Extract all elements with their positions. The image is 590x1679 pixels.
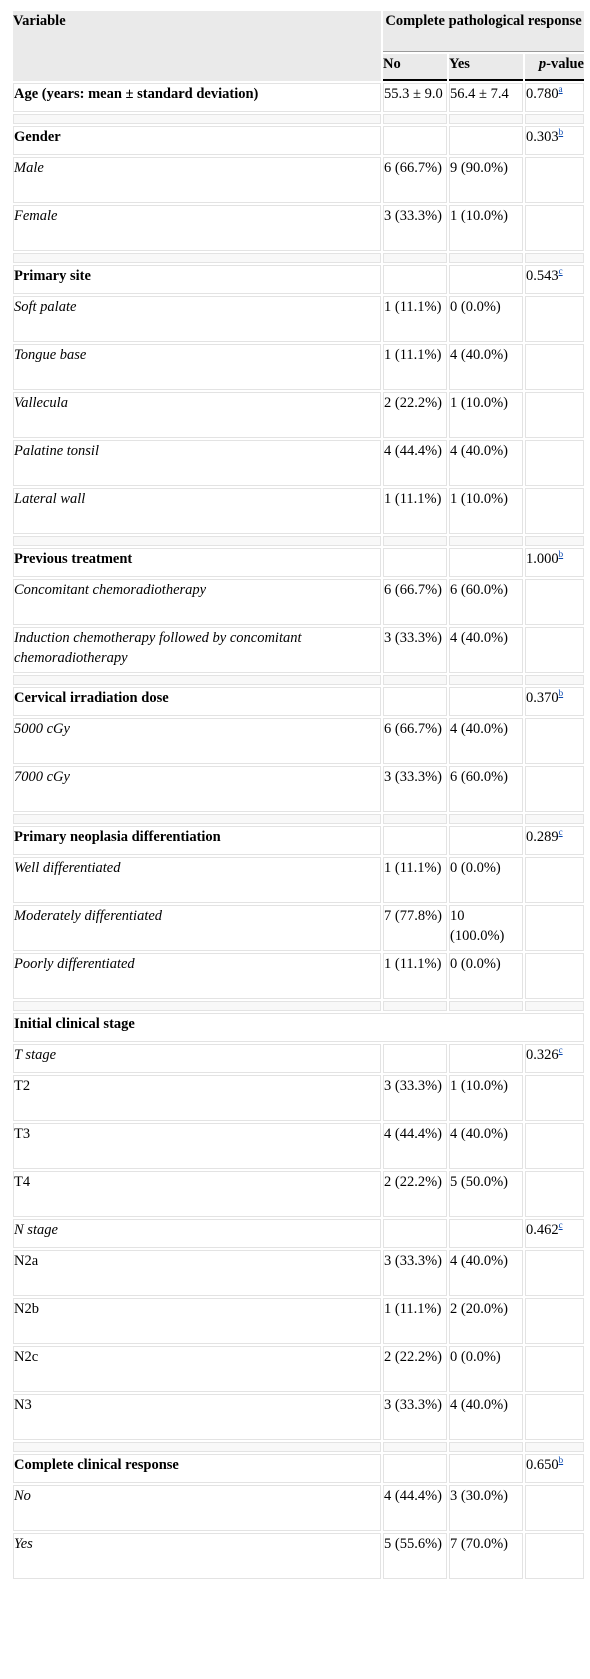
cell-p-value (525, 157, 584, 203)
separator-cell (383, 253, 447, 263)
table-row (13, 766, 584, 812)
results-table (11, 9, 586, 1581)
separator-cell (449, 1001, 523, 1011)
separator-cell (449, 114, 523, 124)
row-label: N3 (13, 1394, 381, 1440)
table-row (13, 953, 584, 999)
row-label: Induction chemotherapy followed by concomitant chemoradiotherapy (13, 627, 381, 673)
separator-cell (13, 675, 381, 685)
cell-yes (449, 126, 523, 155)
separator-cell (13, 1001, 381, 1011)
table-row (13, 627, 584, 673)
cell-no: 6 (66.7%) (383, 718, 447, 764)
cell-no (383, 548, 447, 577)
separator-cell (383, 814, 447, 824)
cell-no (383, 1454, 447, 1483)
cell-p-value (525, 344, 584, 390)
table-row (13, 1044, 584, 1073)
p-value-text: 0.543 (526, 268, 559, 284)
footnote-link[interactable]: a (558, 84, 563, 95)
table-row (13, 1013, 584, 1042)
cell-no: 7 (77.8%) (383, 905, 447, 951)
footnote-link[interactable]: b (558, 1455, 564, 1466)
p-value-text: 0.650 (526, 1457, 559, 1473)
table-row (13, 718, 584, 764)
cell-p-value (525, 392, 584, 438)
table-row (13, 488, 584, 534)
footnote-mark (559, 1045, 563, 1055)
cell-no: 3 (33.3%) (383, 627, 447, 673)
p-value-text: 0.303 (526, 129, 559, 145)
separator-cell (13, 536, 381, 546)
row-label: Previous treatment (13, 548, 381, 577)
row-label: Moderately differentiated (13, 905, 381, 951)
table-row (13, 1250, 584, 1296)
footnote-link[interactable]: c (558, 827, 563, 838)
footnote-mark (559, 84, 563, 94)
cell-p-value (525, 1250, 584, 1296)
footnote-mark (559, 688, 564, 698)
cell-yes (449, 265, 523, 294)
row-label: No (13, 1485, 381, 1531)
cell-no: 2 (22.2%) (383, 1346, 447, 1392)
table-row (13, 1485, 584, 1531)
row-label: Gender (13, 126, 381, 155)
table-row (13, 905, 584, 951)
cell-p-value (525, 1533, 584, 1579)
table-row (13, 83, 584, 112)
cell-no: 2 (22.2%) (383, 392, 447, 438)
cell-p-value (525, 205, 584, 251)
separator-cell (449, 675, 523, 685)
separator-cell (449, 536, 523, 546)
table-row (13, 1454, 584, 1483)
separator-cell (525, 814, 584, 824)
cell-p-value (525, 1044, 584, 1073)
row-separator (13, 253, 584, 263)
cell-yes: 6 (60.0%) (449, 766, 523, 812)
row-label: T3 (13, 1123, 381, 1169)
cell-no: 3 (33.3%) (383, 1394, 447, 1440)
cell-no: 1 (11.1%) (383, 488, 447, 534)
cell-p-value (525, 1123, 584, 1169)
row-label: N stage (13, 1219, 381, 1248)
p-value-text: 0.326 (526, 1047, 559, 1063)
cell-no: 3 (33.3%) (383, 205, 447, 251)
footnote-link[interactable]: b (558, 549, 564, 560)
footnote-link[interactable]: b (558, 688, 564, 699)
cell-yes (449, 1219, 523, 1248)
footnote-mark (559, 266, 563, 276)
separator-cell (525, 1442, 584, 1452)
separator-cell (449, 1442, 523, 1452)
cell-yes: 5 (50.0%) (449, 1171, 523, 1217)
header-p-value (525, 54, 584, 81)
cell-no: 3 (33.3%) (383, 1250, 447, 1296)
cell-yes (449, 1454, 523, 1483)
header-yes: Yes (449, 54, 523, 81)
row-separator (13, 814, 584, 824)
cell-p-value (525, 1346, 584, 1392)
row-label: Well differentiated (13, 857, 381, 903)
cell-p-value (525, 1298, 584, 1344)
table-row (13, 157, 584, 203)
cell-p-value (525, 1454, 584, 1483)
cell-no (383, 687, 447, 716)
p-value-text: 1.000 (526, 551, 559, 567)
separator-cell (13, 1442, 381, 1452)
separator-cell (13, 114, 381, 124)
cell-yes: 0 (0.0%) (449, 1346, 523, 1392)
cell-p-value (525, 548, 584, 577)
row-label: N2a (13, 1250, 381, 1296)
separator-cell (13, 253, 381, 263)
row-label: Primary neoplasia differentiation (13, 826, 381, 855)
cell-no: 6 (66.7%) (383, 579, 447, 625)
table-row (13, 826, 584, 855)
table-row (13, 265, 584, 294)
row-label: Concomitant chemoradiotherapy (13, 579, 381, 625)
row-label: Tongue base (13, 344, 381, 390)
p-value-text: 0.289 (526, 829, 559, 845)
cell-p-value (525, 857, 584, 903)
row-separator (13, 536, 584, 546)
cell-p-value (525, 1485, 584, 1531)
row-label: Cervical irradiation dose (13, 687, 381, 716)
header-no: No (383, 54, 447, 81)
separator-cell (383, 536, 447, 546)
table-row (13, 1394, 584, 1440)
cell-yes: 0 (0.0%) (449, 953, 523, 999)
cell-yes: 4 (40.0%) (449, 344, 523, 390)
cell-no (383, 265, 447, 294)
separator-cell (13, 814, 381, 824)
cell-yes: 9 (90.0%) (449, 157, 523, 203)
cell-p-value (525, 766, 584, 812)
table-row (13, 392, 584, 438)
footnote-mark (559, 1455, 564, 1465)
row-label: Palatine tonsil (13, 440, 381, 486)
table-row (13, 579, 584, 625)
row-label: T4 (13, 1171, 381, 1217)
header-variable: Variable (13, 11, 381, 81)
separator-cell (525, 536, 584, 546)
cell-yes: 7 (70.0%) (449, 1533, 523, 1579)
footnote-link[interactable]: b (558, 127, 564, 138)
table-row (13, 548, 584, 577)
cell-no: 5 (55.6%) (383, 1533, 447, 1579)
footnote-mark (559, 827, 563, 837)
cell-no: 1 (11.1%) (383, 857, 447, 903)
cell-p-value (525, 579, 584, 625)
cell-p-value (525, 296, 584, 342)
cell-yes: 10 (100.0%) (449, 905, 523, 951)
cell-yes: 4 (40.0%) (449, 440, 523, 486)
cell-no: 1 (11.1%) (383, 296, 447, 342)
separator-cell (525, 253, 584, 263)
table-row (13, 857, 584, 903)
cell-p-value (525, 265, 584, 294)
header-p-rest: -value (546, 56, 584, 72)
table-row (13, 205, 584, 251)
row-label: N2b (13, 1298, 381, 1344)
cell-p-value (525, 826, 584, 855)
cell-no (383, 1044, 447, 1073)
row-separator (13, 1442, 584, 1452)
cell-yes: 3 (30.0%) (449, 1485, 523, 1531)
footnote-mark (559, 1220, 563, 1230)
cell-yes: 4 (40.0%) (449, 627, 523, 673)
table-row (13, 1123, 584, 1169)
row-separator (13, 675, 584, 685)
cell-yes: 56.4 ± 7.4 (449, 83, 523, 112)
p-value-text: 0.370 (526, 690, 559, 706)
cell-no (383, 126, 447, 155)
separator-cell (383, 1001, 447, 1011)
cell-p-value (525, 953, 584, 999)
cell-p-value (525, 126, 584, 155)
row-label: Lateral wall (13, 488, 381, 534)
table-row (13, 1533, 584, 1579)
cell-yes: 4 (40.0%) (449, 1123, 523, 1169)
cell-p-value (525, 440, 584, 486)
table-row (13, 1346, 584, 1392)
cell-no: 1 (11.1%) (383, 1298, 447, 1344)
row-label: 5000 cGy (13, 718, 381, 764)
table-row (13, 687, 584, 716)
cell-yes (449, 1044, 523, 1073)
table-row (13, 1219, 584, 1248)
cell-no: 3 (33.3%) (383, 766, 447, 812)
cell-p-value (525, 1219, 584, 1248)
cell-p-value (525, 1394, 584, 1440)
cell-no: 4 (44.4%) (383, 440, 447, 486)
separator-cell (383, 1442, 447, 1452)
row-label: Initial clinical stage (13, 1013, 584, 1042)
footnote-link[interactable]: c (558, 1045, 563, 1056)
cell-p-value (525, 83, 584, 112)
cell-yes (449, 826, 523, 855)
header-complete-pathological-response: Complete pathological response (383, 11, 584, 52)
cell-yes: 4 (40.0%) (449, 718, 523, 764)
row-label: Vallecula (13, 392, 381, 438)
table-row (13, 126, 584, 155)
row-label: Age (years: mean ± standard deviation) (13, 83, 381, 112)
cell-no: 6 (66.7%) (383, 157, 447, 203)
row-label: Soft palate (13, 296, 381, 342)
p-value-text: 0.462 (526, 1222, 559, 1238)
cell-yes: 6 (60.0%) (449, 579, 523, 625)
separator-cell (525, 1001, 584, 1011)
cell-yes: 0 (0.0%) (449, 296, 523, 342)
cell-yes: 2 (20.0%) (449, 1298, 523, 1344)
separator-cell (383, 675, 447, 685)
row-label: Female (13, 205, 381, 251)
cell-p-value (525, 905, 584, 951)
table-row (13, 440, 584, 486)
header-p-italic: p (538, 56, 547, 72)
cell-no: 1 (11.1%) (383, 953, 447, 999)
row-label: T2 (13, 1075, 381, 1121)
row-label: N2c (13, 1346, 381, 1392)
cell-yes: 0 (0.0%) (449, 857, 523, 903)
cell-yes: 1 (10.0%) (449, 488, 523, 534)
cell-no: 55.3 ± 9.0 (383, 83, 447, 112)
footnote-link[interactable]: c (558, 1220, 563, 1231)
cell-yes: 1 (10.0%) (449, 1075, 523, 1121)
row-label: 7000 cGy (13, 766, 381, 812)
separator-cell (383, 114, 447, 124)
separator-cell (525, 114, 584, 124)
cell-no: 4 (44.4%) (383, 1123, 447, 1169)
table-row (13, 344, 584, 390)
cell-yes: 1 (10.0%) (449, 205, 523, 251)
table-row (13, 1075, 584, 1121)
footnote-mark (559, 127, 564, 137)
footnote-mark (559, 549, 564, 559)
p-value-text: 0.780 (526, 86, 559, 102)
row-label: Complete clinical response (13, 1454, 381, 1483)
cell-no (383, 826, 447, 855)
cell-no (383, 1219, 447, 1248)
cell-p-value (525, 1171, 584, 1217)
cell-no: 2 (22.2%) (383, 1171, 447, 1217)
row-label: Poorly differentiated (13, 953, 381, 999)
separator-cell (449, 253, 523, 263)
separator-cell (525, 675, 584, 685)
cell-no: 3 (33.3%) (383, 1075, 447, 1121)
row-label: Primary site (13, 265, 381, 294)
table-row (13, 1298, 584, 1344)
cell-p-value (525, 627, 584, 673)
cell-no: 4 (44.4%) (383, 1485, 447, 1531)
cell-p-value (525, 718, 584, 764)
separator-cell (449, 814, 523, 824)
row-label: Yes (13, 1533, 381, 1579)
cell-yes: 4 (40.0%) (449, 1250, 523, 1296)
row-label: Male (13, 157, 381, 203)
cell-p-value (525, 687, 584, 716)
cell-no: 1 (11.1%) (383, 344, 447, 390)
cell-yes: 4 (40.0%) (449, 1394, 523, 1440)
cell-p-value (525, 1075, 584, 1121)
cell-p-value (525, 488, 584, 534)
cell-yes: 1 (10.0%) (449, 392, 523, 438)
table-row (13, 1171, 584, 1217)
cell-yes (449, 687, 523, 716)
table-row (13, 296, 584, 342)
footnote-link[interactable]: c (558, 266, 563, 277)
cell-yes (449, 548, 523, 577)
row-separator (13, 1001, 584, 1011)
row-separator (13, 114, 584, 124)
row-label: T stage (13, 1044, 381, 1073)
